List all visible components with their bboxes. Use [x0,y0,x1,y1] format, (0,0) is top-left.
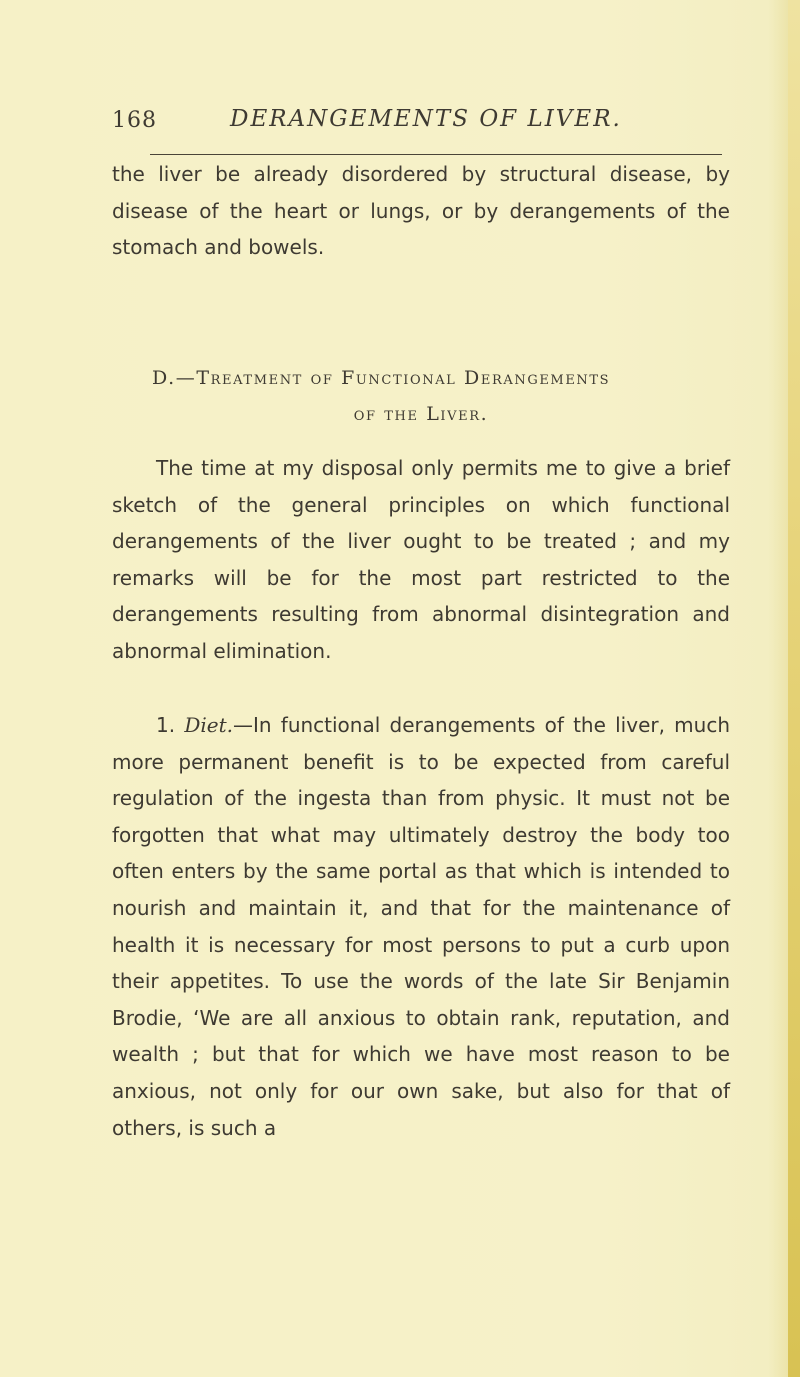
paragraph-3 [112,707,730,1146]
paragraph-1: the liver be already disordered by structural disease, by disease of the heart or lungs, or by derangements of the stomach and bowels. [112,162,730,260]
header-rule [150,154,722,155]
paragraph-3-number: 1. [156,713,176,737]
paragraph-3-heading: Diet. [184,713,233,737]
section-heading [112,360,730,432]
section-heading-line-2: of the Liver. [353,403,489,425]
section-heading-line-1: D.—Treatment of Functional Derangements [152,367,611,389]
paragraph-3-text: —In functional derangements of the liver, much more permanent benefit is to be expected from careful regulation of the ingesta than from physic. It must not be forgotten that what may ultimately destroy the body too often enters by the same portal as that which is intended to nourish and maintain it, and that for the maintenance of health it is necessary for most persons to put a curb upon their appetites. To use the words of the late Sir Benjamin Brodie, ‘We are all anxious to obtain rank, reputation, and wealth ; but that for which we have most reason to be anxious, not only for our own sake, but also for that of others, is such a [112,713,731,1140]
paragraph-2: The time at my disposal only permits me to give a brief sketch of the general principles on which functional derangements of the liver ought to be treated ; and my remarks will be for the most part restricted to the derangements resulting from abnormal disintegration and abnormal elimination. [112,456,730,663]
page-edge [788,0,800,1377]
running-title: DERANGEMENTS OF LIVER. [230,106,622,132]
page-number: 168 [112,108,157,133]
page-header [112,100,732,144]
